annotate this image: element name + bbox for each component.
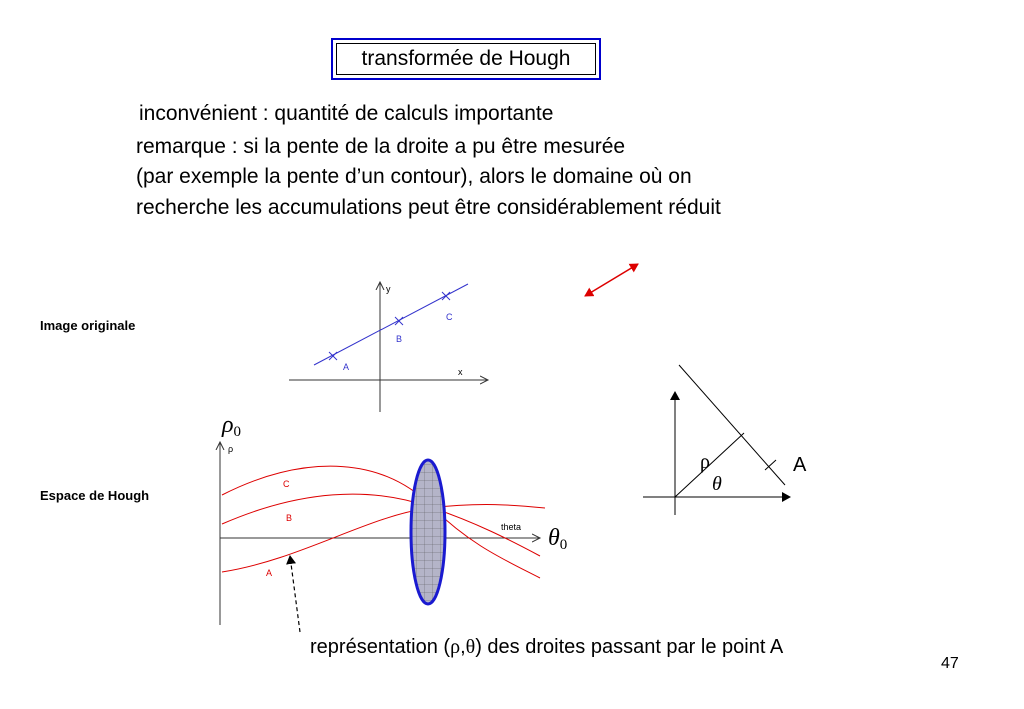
hough-curve-b (222, 494, 540, 556)
curve-a-label: A (266, 568, 273, 578)
image-x-label: x (458, 367, 463, 377)
accumulation-ellipse (405, 455, 455, 610)
geometry-theta-label: θ (712, 473, 722, 495)
hough-theta-label: theta (501, 522, 522, 532)
caption: représentation (ρ,θ) des droites passant par le point A (310, 636, 784, 658)
point-c-marker (442, 292, 450, 300)
caption-pointer-arrow (290, 556, 300, 632)
image-line (314, 284, 468, 365)
page-number: 47 (941, 655, 959, 672)
image-y-label: y (386, 284, 391, 294)
body-line-reduced: recherche les accumulations peut être considérablement réduit (136, 196, 721, 219)
geometry-rho-label: ρ (700, 451, 710, 473)
body-line-inconvenient: inconvénient : quantité de calculs importante (139, 102, 554, 125)
hough-rho-label: ρ (228, 444, 234, 454)
geometry-line (679, 365, 785, 485)
theta0-label: θ0 (548, 525, 568, 553)
body-line-remark: remarque : si la pente de la droite a pu être mesurée (136, 135, 626, 158)
hough-space-label: Espace de Hough (40, 488, 150, 503)
slide-title: transformée de Hough (336, 43, 596, 75)
rho0-label: ρ0 (222, 412, 242, 440)
point-c-label: C (446, 312, 453, 322)
image-space-label: Image originale (40, 318, 136, 333)
body-line-example: (par exemple la pente d’un contour), alors le domaine où on (136, 165, 692, 188)
red-double-arrow (585, 264, 638, 296)
point-b-marker (395, 317, 403, 325)
geometry-point-label: A (793, 454, 807, 476)
point-b-label: B (396, 334, 403, 344)
point-a-label: A (343, 362, 350, 372)
curve-b-label: B (286, 513, 293, 523)
curve-c-label: C (283, 479, 290, 489)
